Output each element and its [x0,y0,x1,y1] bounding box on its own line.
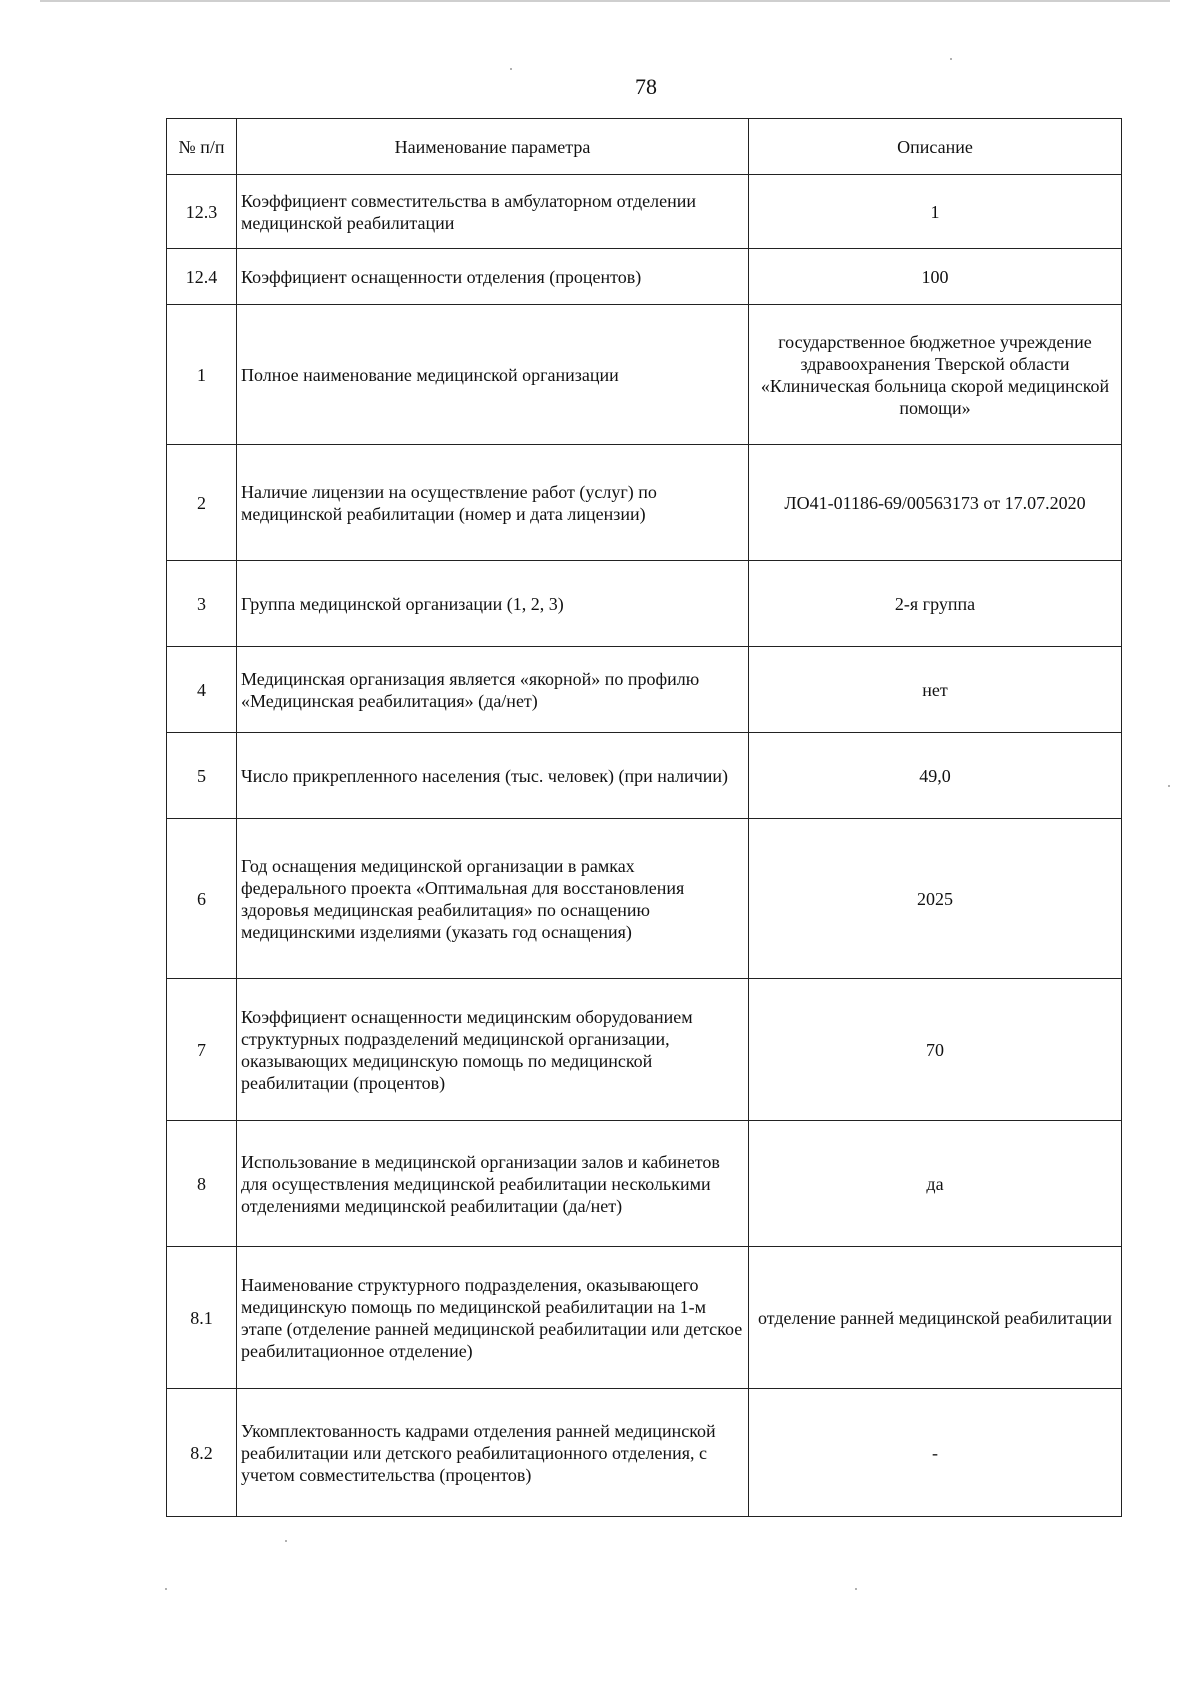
row-num: 8 [167,1121,237,1247]
row-param: Укомплектованность кадрами отделения ранней медицинской реабилитации или детского реабилитационного отделения, с учетом совместительства (процентов) [237,1389,749,1517]
row-param: Число прикрепленного населения (тыс. человек) (при наличии) [237,733,749,819]
table-row [167,1121,1122,1247]
row-desc: нет [749,647,1122,733]
parameters-table [166,118,1122,1517]
row-param: Год оснащения медицинской организации в рамках федерального проекта «Оптимальная для восстановления здоровья медицинская реабилитация» по оснащению медицинскими изделиями (указать год оснащения) [237,819,749,979]
table-row [167,249,1122,305]
row-desc: государственное бюджетное учреждение здравоохранения Тверской области «Клиническая больница скорой медицинской помощи» [749,305,1122,445]
row-num: 8.2 [167,1389,237,1517]
row-desc: - [749,1389,1122,1517]
table-row [167,561,1122,647]
table-row [167,445,1122,561]
scan-speck [950,58,952,60]
row-param: Наличие лицензии на осуществление работ (услуг) по медицинской реабилитации (номер и дата лицензии) [237,445,749,561]
table-row [167,979,1122,1121]
table-row [167,1247,1122,1389]
row-desc: 70 [749,979,1122,1121]
row-param: Группа медицинской организации (1, 2, 3) [237,561,749,647]
scan-speck [285,1540,287,1542]
row-num: 5 [167,733,237,819]
row-desc: 49,0 [749,733,1122,819]
row-num: 7 [167,979,237,1121]
header-param: Наименование параметра [237,119,749,175]
row-param: Наименование структурного подразделения, оказывающего медицинскую помощь по медицинской реабилитации на 1-м этапе (отделение ранней медицинской реабилитации или детское реабилитационное отделение) [237,1247,749,1389]
row-param: Медицинская организация является «якорной» по профилю «Медицинская реабилитация» (да/нет) [237,647,749,733]
table-row [167,305,1122,445]
row-num: 12.3 [167,175,237,249]
scan-speck [510,68,512,70]
row-desc: 1 [749,175,1122,249]
table-header-row [167,119,1122,175]
row-param: Использование в медицинской организации залов и кабинетов для осуществления медицинской реабилитации несколькими отделениями медицинской реабилитации (да/нет) [237,1121,749,1247]
row-num: 2 [167,445,237,561]
scan-speck [855,1588,857,1590]
row-num: 8.1 [167,1247,237,1389]
table-row [167,1389,1122,1517]
header-desc: Описание [749,119,1122,175]
row-param: Коэффициент оснащенности отделения (процентов) [237,249,749,305]
row-param: Полное наименование медицинской организации [237,305,749,445]
table-row [167,647,1122,733]
row-num: 12.4 [167,249,237,305]
row-num: 6 [167,819,237,979]
scan-speck [165,1588,167,1590]
header-num: № п/п [167,119,237,175]
page-number: 78 [635,74,657,99]
row-desc: 2-я группа [749,561,1122,647]
scan-speck [1168,785,1170,787]
row-desc: 2025 [749,819,1122,979]
row-desc: ЛО41-01186-69/00563173 от 17.07.2020 [749,445,1122,561]
table-row [167,819,1122,979]
row-desc: отделение ранней медицинской реабилитации [749,1247,1122,1389]
row-param: Коэффициент совместительства в амбулаторном отделении медицинской реабилитации [237,175,749,249]
table-row [167,733,1122,819]
row-param: Коэффициент оснащенности медицинским оборудованием структурных подразделений медицинской организации, оказывающих медицинскую помощь по медицинской реабилитации (процентов) [237,979,749,1121]
row-desc: 100 [749,249,1122,305]
top-scan-rule [40,0,1170,2]
row-num: 4 [167,647,237,733]
row-num: 1 [167,305,237,445]
table-row [167,175,1122,249]
row-num: 3 [167,561,237,647]
row-desc: да [749,1121,1122,1247]
